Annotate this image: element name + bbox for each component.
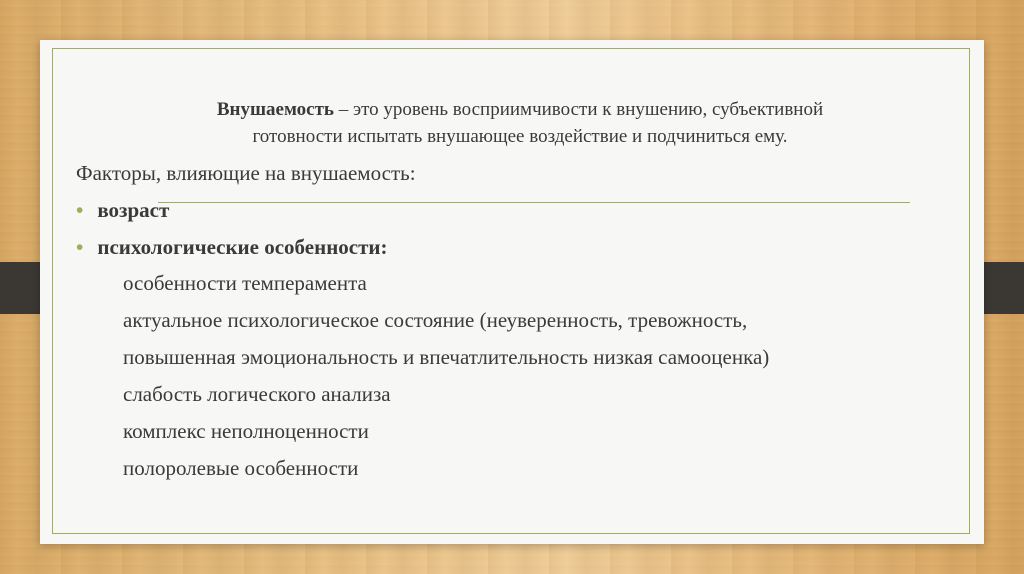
definition — [140, 96, 900, 150]
list-item: повышенная эмоциональность и впечатлительность низкая самооценка) — [123, 345, 770, 369]
list-item: комплекс неполноценности — [123, 419, 369, 443]
bullet-label: возраст — [97, 198, 170, 222]
sub-list — [123, 271, 769, 493]
heading-rule — [158, 202, 910, 203]
factors-heading: Факторы, влияющие на внушаемость: — [76, 161, 416, 185]
bullet-psychological — [76, 235, 388, 260]
slide — [40, 40, 984, 544]
definition-line1: – это уровень восприимчивости к внушению, субъективной — [333, 99, 824, 120]
bullet-label: психологические особенности: — [97, 235, 388, 259]
list-item: особенности темперамента — [123, 271, 367, 295]
bullet-age — [76, 198, 169, 223]
list-item: слабость логического анализа — [123, 382, 391, 406]
bullet-dot-icon: • — [76, 235, 84, 259]
list-item: полоролевые особенности — [123, 456, 359, 480]
definition-term: Внушаемость — [216, 99, 334, 120]
list-item: актуальное психологическое состояние (неуверенность, тревожность, — [123, 308, 748, 332]
definition-line2: готовности испытать внушающее воздействие и подчиниться ему. — [252, 126, 788, 147]
bullet-dot-icon: • — [76, 198, 84, 222]
